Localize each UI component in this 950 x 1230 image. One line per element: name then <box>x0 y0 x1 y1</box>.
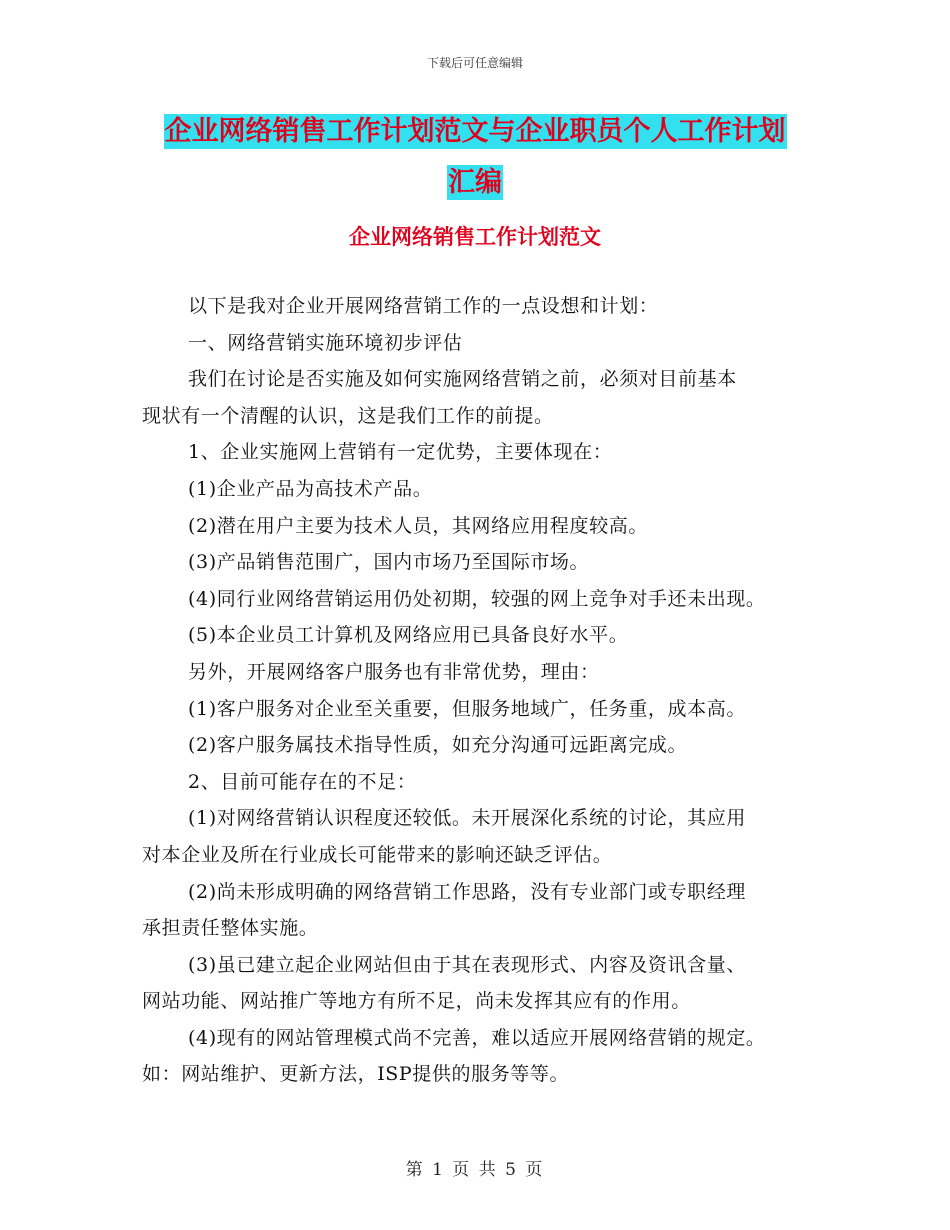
paragraph-line: 如：网站维护、更新方法，ISP提供的服务等等。 <box>142 1063 570 1086</box>
body-paragraph <box>142 727 818 764</box>
paragraph-line: 2、目前可能存在的不足： <box>188 770 417 793</box>
document-body <box>142 288 818 1093</box>
paragraph-line: 另外，开展网络客户服务也有非常优势，理由： <box>188 660 600 683</box>
page-footer: 第 1 页 共 5 页 <box>405 1160 545 1180</box>
paragraph-line: (2)潜在用户主要为技术人员，其网络应用程度较高。 <box>188 514 648 537</box>
body-paragraph <box>142 617 818 654</box>
body-paragraph <box>142 288 818 325</box>
paragraph-line: (4)现有的网站管理模式尚不完善，难以适应开展网络营销的规定。 <box>188 1026 766 1049</box>
body-paragraph <box>142 361 818 434</box>
document-title-line-2: 汇编 <box>448 167 502 198</box>
paragraph-line: (3)虽已建立起企业网站但由于其在表现形式、内容及资讯含量、 <box>188 953 746 976</box>
paragraph-line: (3)产品销售范围广，国内市场乃至国际市场。 <box>188 551 590 574</box>
paragraph-line: 以下是我对企业开展网络营销工作的一点设想和计划： <box>188 295 659 317</box>
paragraph-line: 我们在讨论是否实施及如何实施网络营销之前，必须对目前基本 <box>188 368 737 391</box>
paragraph-line: 承担责任整体实施。 <box>142 917 319 940</box>
body-paragraph <box>142 874 818 947</box>
body-paragraph <box>142 434 818 471</box>
body-paragraph <box>142 581 818 618</box>
paragraph-line: 现状有一个清醒的认识，这是我们工作的前提。 <box>142 404 554 427</box>
paragraph-line: (1)对网络营销认识程度还较低。未开展深化系统的讨论，其应用 <box>188 807 746 830</box>
paragraph-line: 1、企业实施网上营销有一定优势，主要体现在： <box>188 441 613 464</box>
section-title: 企业网络销售工作计划范文 <box>349 225 601 249</box>
body-paragraph <box>142 764 818 801</box>
paragraph-line: (2)客户服务属技术指导性质，如充分沟通可远距离完成。 <box>188 734 688 757</box>
body-paragraph <box>142 947 818 1020</box>
paragraph-line: (4)同行业网络营销运用仍处初期，较强的网上竞争对手还未出现。 <box>188 587 766 610</box>
paragraph-line: 对本企业及所在行业成长可能带来的影响还缺乏评估。 <box>142 843 613 866</box>
paragraph-line: (1)客户服务对企业至关重要，但服务地域广，任务重，成本高。 <box>188 697 746 720</box>
body-paragraph <box>142 325 818 362</box>
paragraph-line: (5)本企业员工计算机及网络应用已具备良好水平。 <box>188 624 629 647</box>
body-paragraph <box>142 1020 818 1093</box>
body-paragraph <box>142 508 818 545</box>
paragraph-line: 一、网络营销实施环境初步评估 <box>188 331 463 354</box>
document-title-line-1: 企业网络销售工作计划范文与企业职员个人工作计划 <box>164 116 786 147</box>
page-header-note: 下载后可任意编辑 <box>426 56 523 70</box>
document-title <box>140 106 810 208</box>
body-paragraph <box>142 654 818 691</box>
body-paragraph <box>142 691 818 728</box>
body-paragraph <box>142 800 818 873</box>
paragraph-line: (1)企业产品为高技术产品。 <box>188 477 433 500</box>
paragraph-line: 网站功能、网站推广等地方有所不足，尚未发挥其应有的作用。 <box>142 990 691 1013</box>
body-paragraph <box>142 544 818 581</box>
body-paragraph <box>142 471 818 508</box>
paragraph-line: (2)尚未形成明确的网络营销工作思路，没有专业部门或专职经理 <box>188 880 746 903</box>
